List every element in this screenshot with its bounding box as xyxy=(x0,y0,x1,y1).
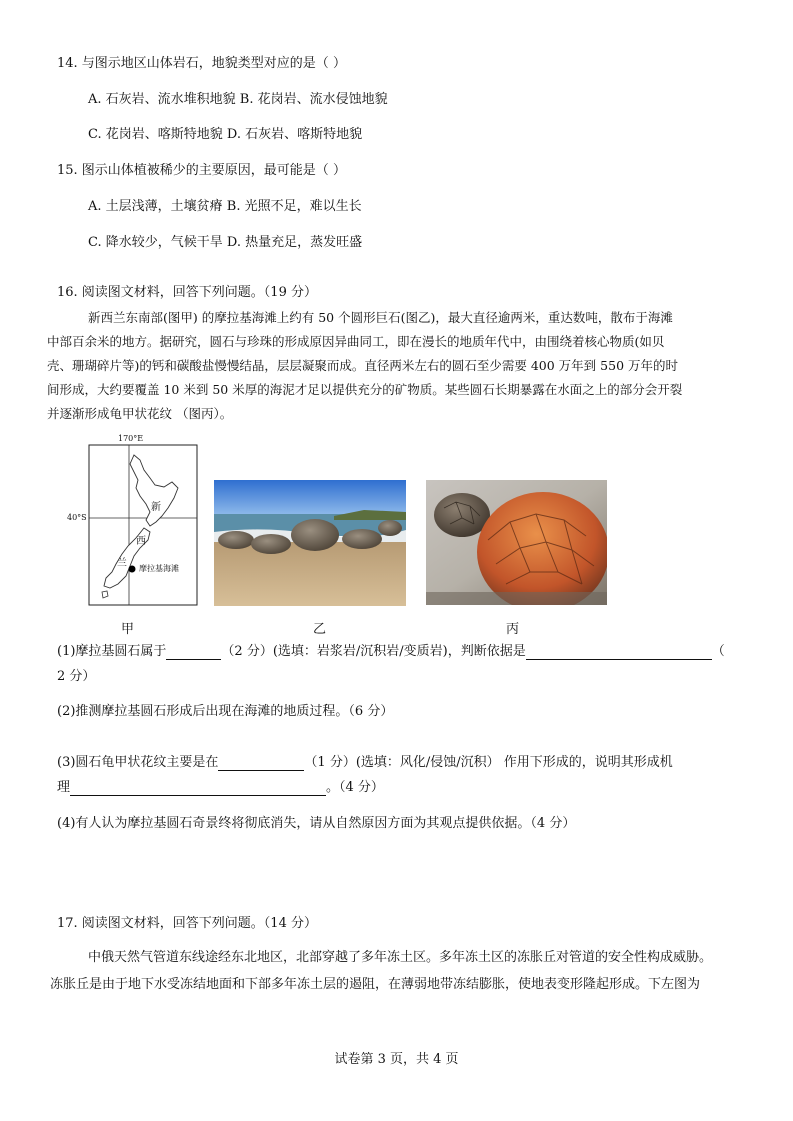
q16-stem: 16. 阅读图文材料，回答下列问题。（19 分） xyxy=(57,285,317,300)
q14-stem: 14. 与图示地区山体岩石，地貌类型对应的是（ ） xyxy=(57,56,346,71)
page-footer: 试卷第 3 页，共 4 页 xyxy=(334,1052,459,1067)
moeraki-beach-marker xyxy=(129,566,136,573)
q14-options-cd: C. 花岗岩、喀斯特地貌 D. 石灰岩、喀斯特地貌 xyxy=(88,127,363,142)
q15-stem: 15. 图示山体植被稀少的主要原因，最可能是（ ） xyxy=(57,163,346,178)
q15-options-ab: A. 土层浅薄，土壤贫瘠 B. 光照不足，难以生长 xyxy=(88,199,362,214)
map-label-lan: 兰 xyxy=(117,558,127,569)
map-longitude-label: 170°E xyxy=(118,434,144,443)
q16-sub1-score: 2 分） xyxy=(57,669,96,684)
q16-para-line-4: 间形成，大约要覆盖 10 米到 50 米厚的海泥才足以提供充分的矿物质。某些圆石长期暴露在水面之上的部分会开裂 xyxy=(47,382,683,397)
q16-sub3-middle: （1 分）(选填：风化/侵蚀/沉积） 作用下形成的，说明其形成机 xyxy=(304,755,673,770)
map-label-xin: 新 xyxy=(151,502,161,513)
q17-para-line-1: 中俄天然气管道东线途经东北地区，北部穿越了多年冻土区。多年冻土区的冻胀丘对管道的安全性构成威胁。 xyxy=(88,950,713,965)
map-label-moeraki-beach: 摩拉基海滩 xyxy=(139,564,179,573)
q17-stem: 17. 阅读图文材料，回答下列问题。（14 分） xyxy=(57,916,317,931)
caption-yi: 乙 xyxy=(313,622,327,637)
caption-bing: 丙 xyxy=(506,622,520,637)
q16-sub3-blank-process[interactable] xyxy=(218,757,304,771)
q16-sub4: (4)有人认为摩拉基圆石奇景终将彻底消失，请从自然原因方面为其观点提供依据。（4 分） xyxy=(57,816,576,831)
q16-para-line-2: 中部百余米的地方。据研究，圆石与珍珠的形成原因异曲同工，即在漫长的地质年代中，由围绕着核心物质(如贝 xyxy=(47,334,665,349)
q16-sub1-prefix: (1)摩拉基圆石属于 xyxy=(57,644,167,659)
q16-sub1-middle: （2 分）(选填：岩浆岩/沉积岩/变质岩)，判断依据是 xyxy=(221,644,526,659)
q16-para-line-3: 壳、珊瑚碎片等)的钙和碳酸盐慢慢结晶，层层凝聚而成。直径两米左右的圆石至少需要 400 万年到 550 万年的时 xyxy=(47,358,678,373)
q16-sub1 xyxy=(57,643,725,660)
beach-boulders-photo xyxy=(214,480,406,606)
q16-sub1-blank-basis[interactable] xyxy=(526,646,712,660)
map-figure xyxy=(60,430,210,610)
q16-sub3-li: 理 xyxy=(57,780,71,795)
q16-para-line-5: 并逐渐形成龟甲状花纹 （图丙）。 xyxy=(47,406,233,421)
cracked-boulder-photo xyxy=(426,480,607,605)
q17-para-line-2: 冻胀丘是由于地下水受冻结地面和下部多年冻土层的遏阻，在薄弱地带冻结膨胀，使地表变形隆起形成。下左图为 xyxy=(50,977,701,992)
q16-sub1-blank-rock-type[interactable] xyxy=(166,646,221,660)
map-label-xi: 西 xyxy=(136,536,146,547)
q16-sub3 xyxy=(57,754,673,771)
q16-sub3-line2 xyxy=(57,779,384,796)
q16-sub1-paren: （ xyxy=(711,644,725,659)
q16-sub3-prefix: (3)圆石龟甲状花纹主要是在 xyxy=(57,755,219,770)
caption-jia: 甲 xyxy=(121,622,135,637)
q14-options-ab: A. 石灰岩、流水堆积地貌 B. 花岗岩、流水侵蚀地貌 xyxy=(88,92,388,107)
q16-para-line-1: 新西兰东南部(图甲) 的摩拉基海滩上约有 50 个圆形巨石(图乙)，最大直径逾两米，重达数吨，散布于海滩 xyxy=(88,310,673,325)
map-latitude-label: 40°S xyxy=(67,513,87,522)
q15-options-cd: C. 降水较少，气候干旱 D. 热量充足，蒸发旺盛 xyxy=(88,235,363,250)
q16-sub3-blank-mechanism[interactable] xyxy=(70,782,326,796)
q16-sub3-score: 。（4 分） xyxy=(326,780,384,795)
q16-sub2: (2)推测摩拉基圆石形成后出现在海滩的地质过程。（6 分） xyxy=(57,704,394,719)
